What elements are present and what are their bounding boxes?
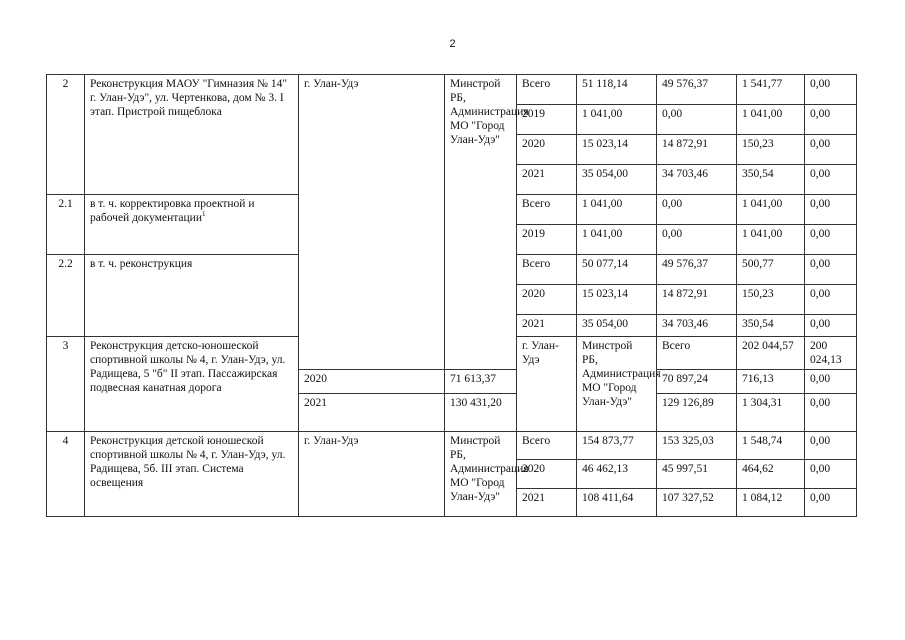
federal-cell: 0,00 — [657, 105, 737, 135]
total-cell: 1 041,00 — [577, 105, 657, 135]
page-number: 2 — [449, 38, 456, 50]
year-cell: 2020 — [517, 285, 577, 315]
executor-cell: Минстрой РБ, Администрация МО "Город Улан-Удэ" — [445, 432, 517, 517]
federal-cell: 34 703,46 — [657, 165, 737, 195]
total-cell: 154 873,77 — [577, 432, 657, 460]
local-cell: 0,00 — [805, 165, 857, 195]
local-cell: 0,00 — [805, 255, 857, 285]
total-cell: 51 118,14 — [577, 75, 657, 105]
federal-cell: 49 576,37 — [657, 75, 737, 105]
federal-cell: 0,00 — [657, 225, 737, 255]
footnote-marker: 1 — [201, 210, 206, 219]
federal-cell: 45 997,51 — [657, 460, 737, 489]
object-name-text: в т. ч. корректировка проектной и рабочей документации — [90, 198, 255, 224]
federal-cell: 14 872,91 — [657, 135, 737, 165]
table-row — [47, 75, 857, 105]
regional-cell: 500,77 — [737, 255, 805, 285]
year-cell: Всего — [517, 195, 577, 225]
local-cell: 0,00 — [805, 489, 857, 517]
year-cell: 2019 — [517, 105, 577, 135]
executor-cell: Минстрой РБ, Администрация МО "Город Улан-Удэ" — [445, 75, 517, 370]
federal-cell: 129 126,89 — [657, 394, 737, 432]
regional-cell: 1 548,74 — [737, 432, 805, 460]
federal-cell: 107 327,52 — [657, 489, 737, 517]
year-cell: Всего — [517, 432, 577, 460]
total-cell: 202 044,57 — [737, 337, 805, 370]
table-row — [47, 432, 857, 460]
row-number: 2.2 — [47, 255, 85, 337]
year-cell: 2019 — [517, 225, 577, 255]
regional-cell: 464,62 — [737, 460, 805, 489]
local-cell: 0,00 — [805, 195, 857, 225]
local-cell: 0,00 — [805, 105, 857, 135]
year-cell: 2020 — [517, 135, 577, 165]
local-cell: 0,00 — [805, 135, 857, 165]
year-cell: Всего — [517, 75, 577, 105]
federal-cell: 34 703,46 — [657, 315, 737, 337]
total-cell: 130 431,20 — [445, 394, 517, 432]
total-cell: 35 054,00 — [577, 315, 657, 337]
federal-cell: 49 576,37 — [657, 255, 737, 285]
total-cell: 46 462,13 — [577, 460, 657, 489]
regional-cell: 1 041,00 — [737, 225, 805, 255]
year-cell: 2021 — [517, 489, 577, 517]
total-cell: 1 041,00 — [577, 225, 657, 255]
federal-cell: 0,00 — [657, 195, 737, 225]
total-cell: 71 613,37 — [445, 370, 517, 394]
federal-cell: 70 897,24 — [657, 370, 737, 394]
year-cell: 2021 — [299, 394, 445, 432]
year-cell: 2021 — [517, 165, 577, 195]
regional-cell: 1 041,00 — [737, 195, 805, 225]
local-cell: 0,00 — [805, 315, 857, 337]
local-cell: 0,00 — [805, 394, 857, 432]
local-cell: 0,00 — [805, 75, 857, 105]
total-cell: 35 054,00 — [577, 165, 657, 195]
location-cell: г. Улан-Удэ — [299, 432, 445, 517]
total-cell: 15 023,14 — [577, 135, 657, 165]
total-cell: 108 411,64 — [577, 489, 657, 517]
local-cell: 0,00 — [805, 432, 857, 460]
object-name: Реконструкция детско-юношеской спортивной школы № 4, г. Улан-Удэ, ул. Радищева, 5 "б" II этап. Пассажирская подвесная канатная дорога — [85, 337, 299, 432]
row-number: 2 — [47, 75, 85, 195]
federal-cell: 14 872,91 — [657, 285, 737, 315]
regional-cell: 1 041,00 — [737, 105, 805, 135]
regional-cell: 1 084,12 — [737, 489, 805, 517]
federal-cell: 153 325,03 — [657, 432, 737, 460]
regional-cell: 1 304,31 — [737, 394, 805, 432]
total-cell: 15 023,14 — [577, 285, 657, 315]
federal-cell: 200 024,13 — [805, 337, 857, 370]
local-cell: 0,00 — [805, 460, 857, 489]
row-number: 2.1 — [47, 195, 85, 255]
local-cell: 0,00 — [805, 285, 857, 315]
year-cell: 2021 — [517, 315, 577, 337]
year-cell: 2020 — [517, 460, 577, 489]
executor-cell: Минстрой РБ, Администрация МО "Город Улан-Удэ" — [577, 337, 657, 432]
program-table — [46, 74, 857, 517]
local-cell: 0,00 — [805, 225, 857, 255]
row-number: 3 — [47, 337, 85, 432]
regional-cell: 1 541,77 — [737, 75, 805, 105]
year-cell: Всего — [657, 337, 737, 370]
regional-cell: 150,23 — [737, 135, 805, 165]
location-cell: г. Улан-Удэ — [299, 75, 445, 370]
object-name: Реконструкция детской юношеской спортивной школы № 4, г. Улан-Удэ, ул. Радищева, 5б. III этап. Система освещения — [85, 432, 299, 517]
regional-cell: 350,54 — [737, 315, 805, 337]
year-cell: 2020 — [299, 370, 445, 394]
object-name — [85, 195, 299, 255]
total-cell: 50 077,14 — [577, 255, 657, 285]
year-cell: Всего — [517, 255, 577, 285]
row-number: 4 — [47, 432, 85, 517]
regional-cell: 150,23 — [737, 285, 805, 315]
regional-cell: 716,13 — [737, 370, 805, 394]
object-name: в т. ч. реконструкция — [85, 255, 299, 337]
location-cell: г. Улан-Удэ — [517, 337, 577, 432]
local-cell: 0,00 — [805, 370, 857, 394]
object-name: Реконструкция МАОУ "Гимназия № 14" г. Улан-Удэ", ул. Чертенкова, дом № 3. I этап. Пристрой пищеблока — [85, 75, 299, 195]
regional-cell: 350,54 — [737, 165, 805, 195]
total-cell: 1 041,00 — [577, 195, 657, 225]
